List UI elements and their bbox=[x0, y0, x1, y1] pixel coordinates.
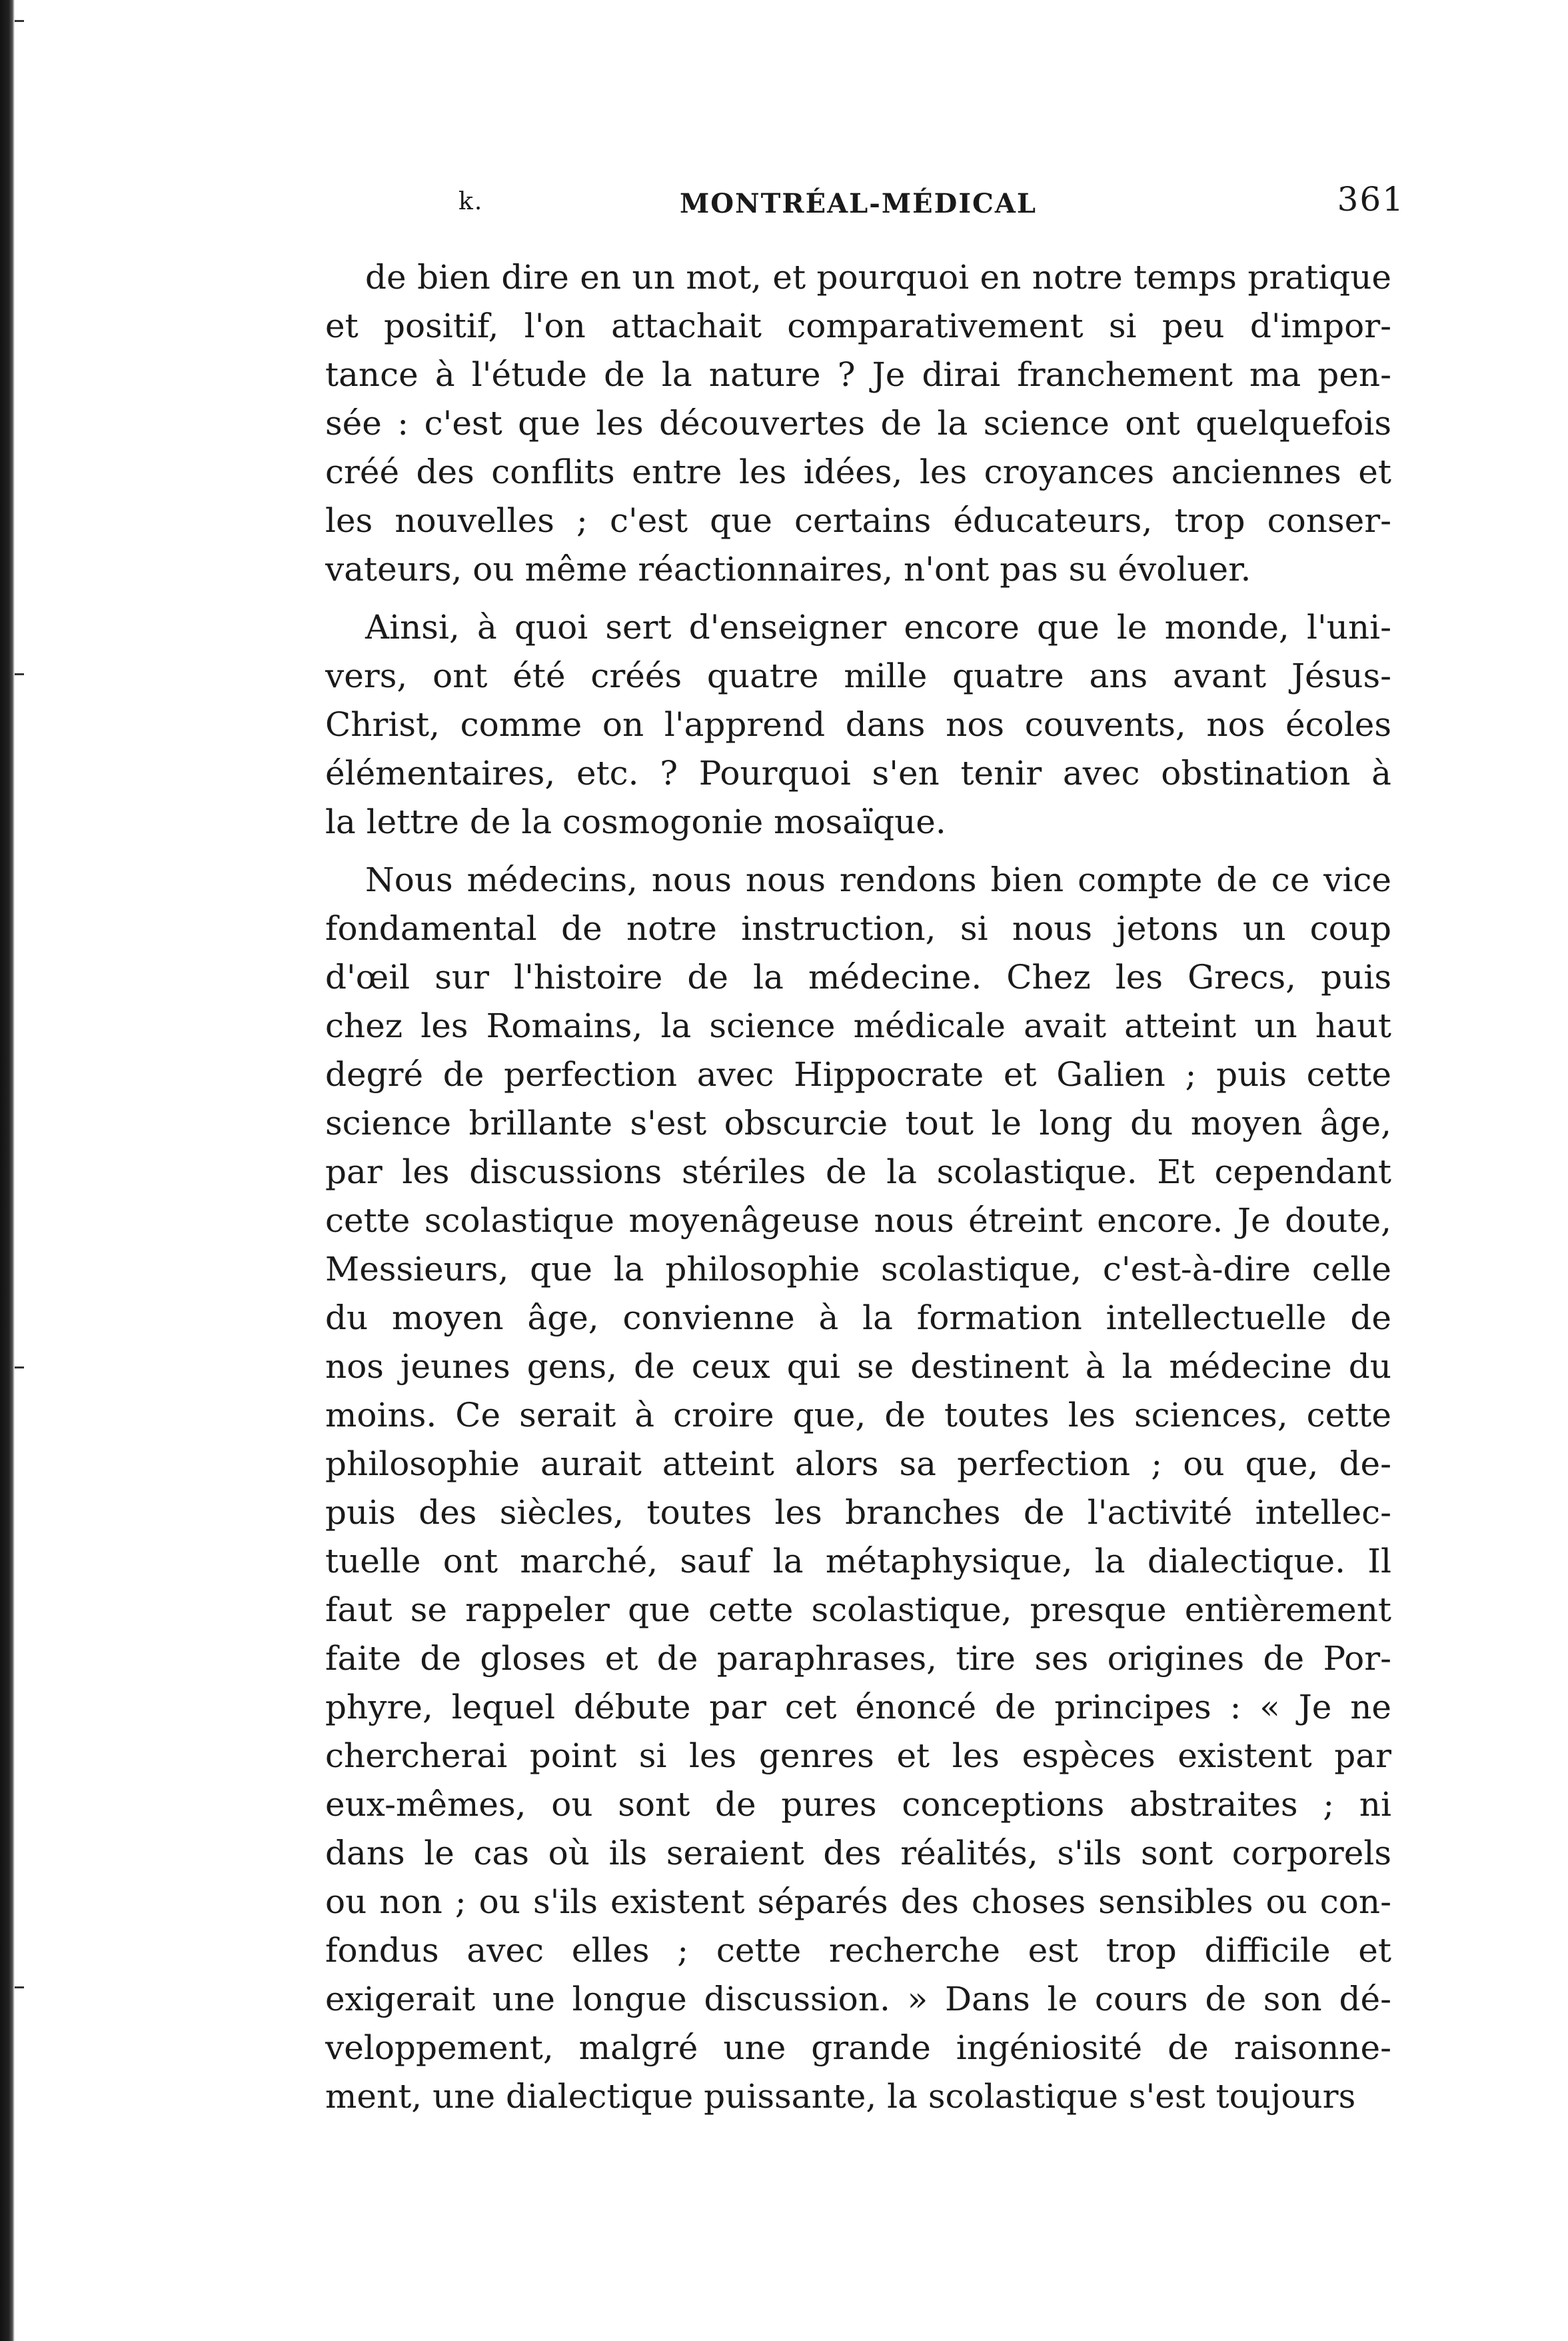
text-line: Christ, comme on l'apprend dans nos couvents, nos écoles bbox=[325, 705, 1391, 744]
text-line: les nouvelles ; c'est que certains éducateurs, trop conser- bbox=[325, 501, 1391, 540]
body-text bbox=[325, 253, 1391, 2121]
text-line: fondamental de notre instruction, si nous jetons un coup bbox=[325, 909, 1391, 948]
running-header bbox=[325, 180, 1405, 227]
text-line: et positif, l'on attachait comparativement si peu d'impor- bbox=[325, 307, 1391, 345]
text-line: créé des conflits entre les idées, les croyances anciennes et bbox=[325, 453, 1391, 491]
text-line: Nous médecins, nous nous rendons bien compte de ce vice bbox=[365, 861, 1391, 899]
binding-mark bbox=[15, 20, 24, 22]
text-line: élémentaires, etc. ? Pourquoi s'en tenir avec obstination à bbox=[325, 754, 1391, 793]
text-line: degré de perfection avec Hippocrate et Galien ; puis cette bbox=[325, 1055, 1391, 1094]
text-line: d'œil sur l'histoire de la médecine. Chez les Grecs, puis bbox=[325, 958, 1391, 997]
text-line: Messieurs, que la philosophie scolastique, c'est-à-dire celle bbox=[325, 1250, 1391, 1288]
text-line: eux-mêmes, ou sont de pures conceptions abstraites ; ni bbox=[325, 1785, 1391, 1824]
text-line: fondus avec elles ; cette recherche est trop difficile et bbox=[325, 1931, 1391, 1970]
text-line: faut se rappeler que cette scolastique, presque entièrement bbox=[325, 1590, 1391, 1629]
text-line: chez les Romains, la science médicale avait atteint un haut bbox=[325, 1007, 1391, 1045]
text-line: tance à l'étude de la nature ? Je dirai franchement ma pen- bbox=[325, 355, 1391, 394]
text-line: la lettre de la cosmogonie mosaïque. bbox=[325, 803, 946, 841]
text-line: science brillante s'est obscurcie tout le long du moyen âge, bbox=[325, 1104, 1391, 1143]
text-line: de bien dire en un mot, et pourquoi en notre temps pratique bbox=[365, 258, 1391, 297]
text-line: dans le cas où ils seraient des réalités, s'ils sont corporels bbox=[325, 1834, 1391, 1872]
text-line: phyre, lequel débute par cet énoncé de principes : « Je ne bbox=[325, 1688, 1391, 1726]
text-line: sée : c'est que les découvertes de la science ont quelquefois bbox=[325, 404, 1391, 443]
text-line: chercherai point si les genres et les espèces existent par bbox=[325, 1736, 1391, 1775]
text-line: philosophie aurait atteint alors sa perfection ; ou que, de- bbox=[325, 1444, 1391, 1483]
text-line: du moyen âge, convienne à la formation intellectuelle de bbox=[325, 1298, 1391, 1337]
text-line: cette scolastique moyenâgeuse nous étreint encore. Je doute, bbox=[325, 1201, 1391, 1240]
journal-title: MONTRÉAL-MÉDICAL bbox=[679, 188, 1038, 219]
text-line: puis des siècles, toutes les branches de l'activité intellec- bbox=[325, 1493, 1391, 1532]
page-number: 361 bbox=[1337, 180, 1405, 219]
text-line: faite de gloses et de paraphrases, tire ses origines de Por- bbox=[325, 1639, 1391, 1678]
text-line: veloppement, malgré une grande ingéniosité de raisonne- bbox=[325, 2028, 1391, 2067]
binding-mark bbox=[15, 1366, 24, 1368]
page-binding-edge bbox=[0, 0, 15, 2341]
text-line: nos jeunes gens, de ceux qui se destinent à la médecine du bbox=[325, 1347, 1391, 1386]
document-page bbox=[325, 180, 1405, 2130]
text-line: par les discussions stériles de la scolastique. Et cependant bbox=[325, 1153, 1391, 1191]
text-line: ou non ; ou s'ils existent séparés des choses sensibles ou con- bbox=[325, 1882, 1391, 1921]
text-line: ment, une dialectique puissante, la scolastique s'est toujours bbox=[325, 2077, 1356, 2116]
text-line: exigerait une longue discussion. » Dans le cours de son dé- bbox=[325, 1980, 1391, 2018]
paragraph bbox=[325, 856, 1391, 2121]
header-mark: k. bbox=[458, 188, 484, 215]
text-line: moins. Ce serait à croire que, de toutes les sciences, cette bbox=[325, 1396, 1391, 1434]
paragraph bbox=[325, 603, 1391, 847]
text-line: vateurs, ou même réactionnaires, n'ont pas su évoluer. bbox=[325, 550, 1251, 589]
text-line: tuelle ont marché, sauf la métaphysique, la dialectique. Il bbox=[325, 1542, 1391, 1580]
text-line: Ainsi, à quoi sert d'enseigner encore que le monde, l'uni- bbox=[365, 608, 1391, 647]
binding-mark bbox=[15, 673, 24, 675]
binding-mark bbox=[15, 1986, 24, 1988]
paragraph bbox=[325, 253, 1391, 594]
text-line: vers, ont été créés quatre mille quatre ans avant Jésus- bbox=[325, 657, 1391, 695]
